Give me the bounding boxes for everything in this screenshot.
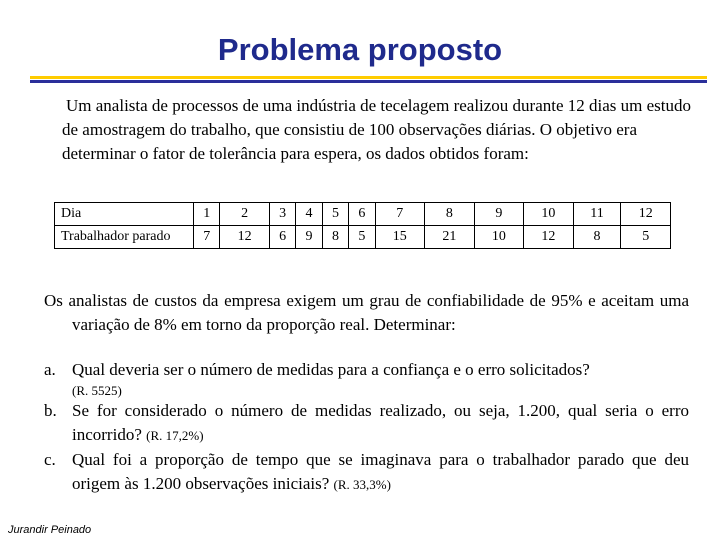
page-title: Problema proposto <box>217 32 503 67</box>
question-marker: c. <box>44 450 56 469</box>
requirements-paragraph: Os analistas de custos da empresa exigem um grau de confiabilidade de 95% e aceitam uma variação de 8% em torno da proporção real. Determinar: <box>44 291 689 334</box>
question-answer: (R. 33,3%) <box>333 477 391 492</box>
question-a <box>44 358 689 399</box>
table-cell: 1 <box>194 203 220 226</box>
table-cell: 2 <box>220 203 270 226</box>
row-label-dia: Dia <box>55 203 194 226</box>
table-cell: 4 <box>296 203 322 226</box>
table-cell: 5 <box>322 203 348 226</box>
table-cell: 12 <box>621 203 671 226</box>
table-cell: 10 <box>524 203 574 226</box>
table-cell: 10 <box>474 226 524 249</box>
table-cell: 9 <box>474 203 524 226</box>
table-cell: 6 <box>349 203 375 226</box>
intro-text-block <box>62 94 702 166</box>
table-cell: 7 <box>194 226 220 249</box>
table-cell: 7 <box>375 203 425 226</box>
question-c <box>44 448 689 497</box>
table-cell: 9 <box>296 226 322 249</box>
author-footer: Jurandir Peinado <box>8 524 92 536</box>
question-answer: (R. 5525) <box>72 383 122 398</box>
table-row-dia <box>55 203 671 226</box>
question-text: Se for considerado o número de medidas realizado, ou seja, 1.200, qual seria o erro incorrido? <box>72 401 689 444</box>
table-cell: 3 <box>269 203 295 226</box>
title-rule-blue <box>30 80 707 83</box>
question-text: Qual foi a proporção de tempo que se imaginava para o trabalhador parado que deu origem às 1.200 observações iniciais? <box>72 450 689 493</box>
table-cell: 6 <box>269 226 295 249</box>
row-label-trabalhador-parado: Trabalhador parado <box>55 226 194 249</box>
table-cell: 12 <box>220 226 270 249</box>
table-cell: 12 <box>524 226 574 249</box>
table-cell: 21 <box>425 226 475 249</box>
question-b <box>44 399 689 448</box>
table-cell: 5 <box>349 226 375 249</box>
question-marker: a. <box>44 360 56 379</box>
table-cell: 8 <box>425 203 475 226</box>
title-rule-yellow <box>30 76 707 79</box>
table-cell: 11 <box>573 203 621 226</box>
requirements-text-block <box>44 289 689 337</box>
table-cell: 5 <box>621 226 671 249</box>
question-answer: (R. 17,2%) <box>146 428 204 443</box>
question-text: Qual deveria ser o número de medidas para a confiança e o erro solicitados? <box>72 360 590 379</box>
questions-list <box>44 358 689 497</box>
table-cell: 15 <box>375 226 425 249</box>
table-cell: 8 <box>573 226 621 249</box>
intro-paragraph: Um analista de processos de uma indústria de tecelagem realizou durante 12 dias um estudo de amostragem do trabalho, que consistiu de 100 observações diárias. O objetivo era determinar o fator de tolerância para espera, os dados obtidos foram: <box>62 96 692 163</box>
question-marker: b. <box>44 401 57 420</box>
observations-table <box>54 202 671 249</box>
table-row-trabalhador-parado <box>55 226 671 249</box>
table-cell: 8 <box>322 226 348 249</box>
